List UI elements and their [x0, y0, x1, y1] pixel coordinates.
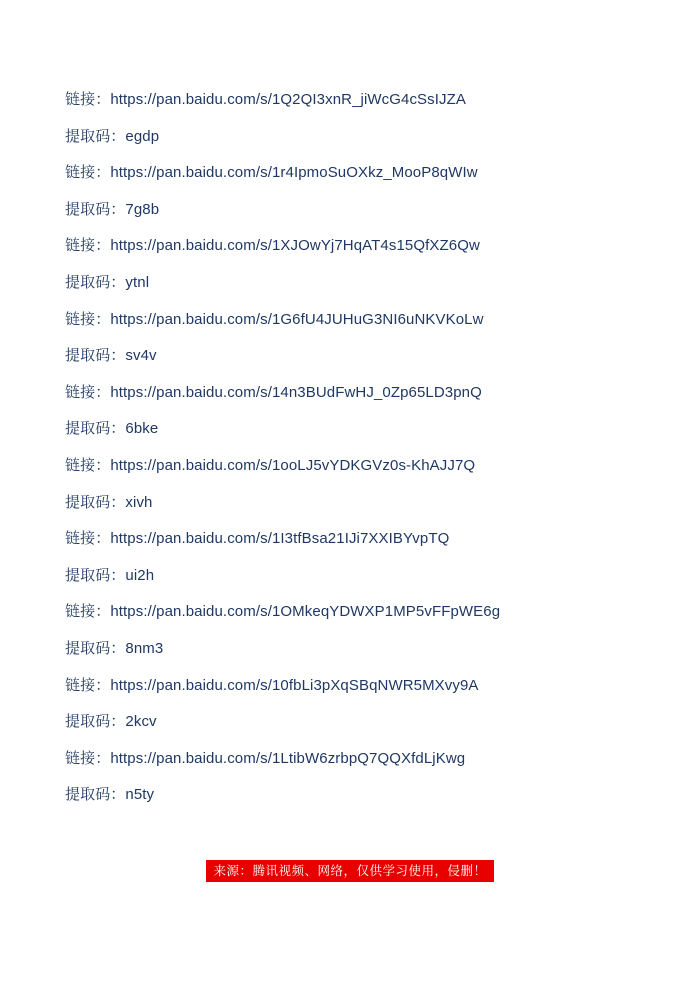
code-value: xivh [125, 493, 153, 511]
link-line [65, 385, 660, 401]
link-line [65, 238, 660, 254]
link-label: 链接： [65, 603, 111, 621]
code-value: ui2h [125, 566, 155, 584]
code-value: 7g8b [125, 200, 160, 218]
link-label: 链接： [65, 237, 111, 255]
link-url: https://pan.baidu.com/s/1Q2QI3xnR_jiWcG4cSsIJZA [110, 91, 466, 108]
link-label: 链接： [65, 91, 111, 108]
code-label: 提取码： [65, 273, 126, 291]
code-line [65, 495, 660, 511]
code-value: sv4v [125, 347, 157, 365]
link-label: 链接： [65, 530, 111, 548]
code-value: ytnl [125, 273, 150, 291]
link-url: https://pan.baidu.com/s/1r4IpmoSuOXkz_MooP8qWIw [110, 164, 478, 182]
code-line [65, 787, 660, 803]
code-line [65, 129, 660, 145]
link-line [65, 751, 660, 767]
code-value: 6bke [125, 420, 159, 438]
link-url: https://pan.baidu.com/s/1OMkeqYDWXP1MP5vFFpWE6g [110, 603, 501, 621]
code-value: egdp [125, 127, 160, 145]
link-line [65, 678, 660, 694]
code-label: 提取码： [65, 347, 126, 365]
link-label: 链接： [65, 383, 111, 401]
link-url: https://pan.baidu.com/s/1I3tfBsa21IJi7XXIBYvpTQ [110, 530, 450, 548]
code-label: 提取码： [65, 566, 126, 584]
link-url: https://pan.baidu.com/s/1XJOwYj7HqAT4s15QfXZ6Qw [110, 237, 480, 255]
link-url: https://pan.baidu.com/s/1ooLJ5vYDKGVz0s-KhAJJ7Q [110, 456, 476, 474]
link-label: 链接： [65, 749, 111, 767]
code-value: 8nm3 [125, 639, 164, 657]
link-line [65, 458, 660, 474]
link-url: https://pan.baidu.com/s/10fbLi3pXqSBqNWR5MXvy9A [110, 676, 479, 694]
code-value: 2kcv [125, 713, 157, 731]
link-label: 链接： [65, 456, 111, 474]
code-label: 提取码： [65, 493, 126, 511]
code-label: 提取码： [65, 420, 126, 438]
link-line [65, 165, 660, 181]
code-line [65, 202, 660, 218]
link-line [65, 312, 660, 328]
link-line [65, 92, 660, 108]
code-line [65, 714, 660, 730]
code-label: 提取码： [65, 127, 126, 145]
source-banner: 来源：腾讯视频、网络，仅供学习使用，侵删！ [206, 860, 493, 882]
link-line [65, 531, 660, 547]
link-label: 链接： [65, 164, 111, 182]
code-label: 提取码： [65, 713, 126, 731]
link-label: 链接： [65, 310, 111, 328]
link-label: 链接： [65, 676, 111, 694]
code-line [65, 421, 660, 437]
link-url: https://pan.baidu.com/s/1G6fU4JUHuG3NI6uNKVKoLw [110, 310, 484, 328]
code-label: 提取码： [65, 786, 126, 804]
code-line [65, 348, 660, 364]
code-line [65, 641, 660, 657]
source-banner-row [0, 860, 700, 882]
code-value: n5ty [125, 786, 155, 804]
code-line [65, 275, 660, 291]
link-url: https://pan.baidu.com/s/1LtibW6zrbpQ7QQXfdLjKwg [110, 749, 466, 767]
code-line [65, 568, 660, 584]
code-label: 提取码： [65, 200, 126, 218]
code-label: 提取码： [65, 639, 126, 657]
link-url: https://pan.baidu.com/s/14n3BUdFwHJ_0Zp65LD3pnQ [110, 383, 482, 401]
link-line [65, 604, 660, 620]
